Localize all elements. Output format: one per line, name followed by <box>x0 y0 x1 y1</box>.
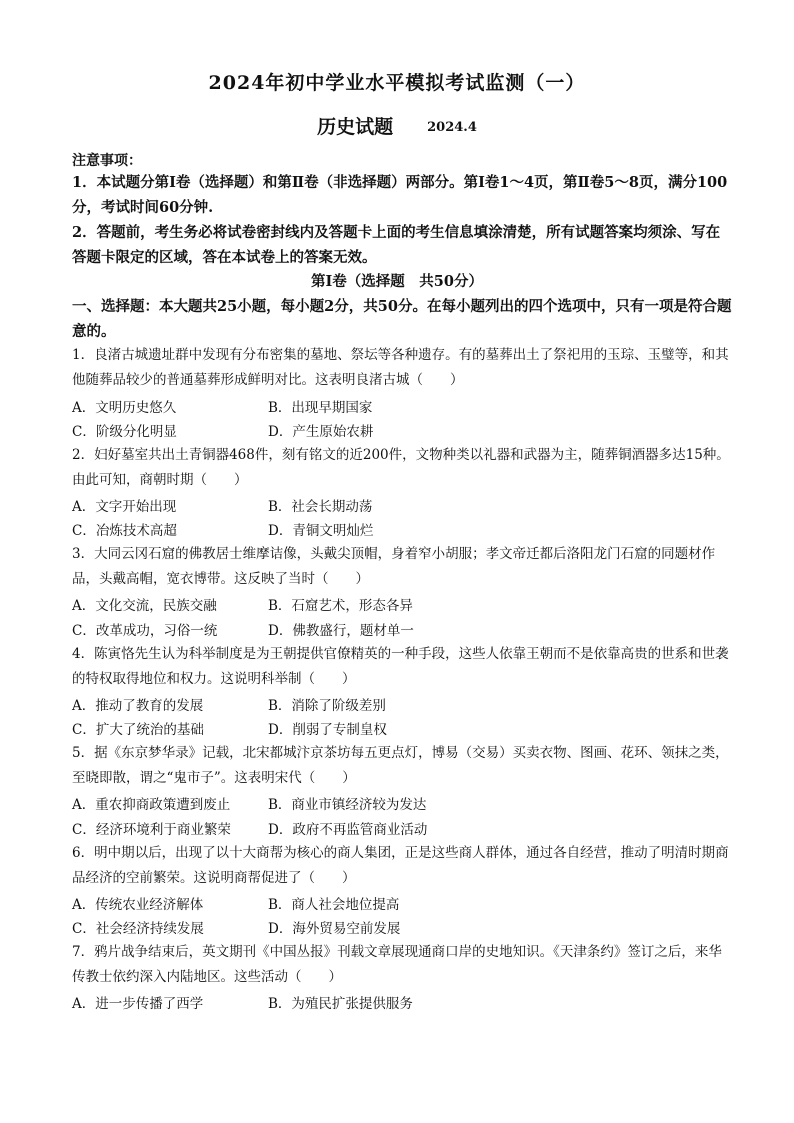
question-stem: 5．据《东京梦华录》记载，北宋都城汴京茶坊每五更点灯，博易（交易）买卖衣物、图画、花环、领抹之类，至晓即散，谓之“鬼市子”。这表明宋代（ ） <box>72 745 729 786</box>
question-stem: 4．陈寅恪先生认为科举制度是为王朝提供官僚精英的一种手段，这些人依靠王朝而不是依靠高贵的世系和世袭的特权取得地位和权力。这说明科举制（ ） <box>72 646 729 687</box>
option-d: D．产生原始农耕 <box>268 424 374 440</box>
option-b: B．为殖民扩张提供服务 <box>268 996 413 1012</box>
section-title: 第Ⅰ卷（选择题 共50分） <box>311 273 483 290</box>
option-d: D．佛教盛行，题材单一 <box>268 623 414 639</box>
exam-subtitle <box>0 112 794 139</box>
option-b: B．出现早期国家 <box>268 400 373 416</box>
option-b: B．石窟艺术，形态各异 <box>268 598 413 614</box>
exam-title: 2024年初中学业水平模拟考试监测（一） <box>208 72 586 94</box>
question-stem: 2．妇好墓室共出土青铜器468件，刻有铭文的近200件，文物种类以礼器和武器为主，随葬铜酒器多达15种。由此可知，商朝时期（ ） <box>72 447 730 488</box>
notes-heading: 注意事项： <box>72 153 142 169</box>
option-c: C．改革成功，习俗一统 <box>72 623 218 639</box>
option-b: B．社会长期动荡 <box>268 499 373 515</box>
exam-date: 2024.4 <box>427 120 477 135</box>
option-a: A．进一步传播了西学 <box>72 996 204 1012</box>
section-instruction: 一、选择题：本大题共25小题，每小题2分，共50分。在每小题列出的四个选项中，只有一项是符合题意的。 <box>72 298 732 340</box>
question-stem: 1．良渚古城遗址群中发现有分布密集的墓地、祭坛等各种遗存。有的墓葬出土了祭祀用的玉琮、玉璧等，和其他随葬品较少的普通墓葬形成鲜明对比。这表明良渚古城（ ） <box>72 347 729 388</box>
option-c: C．扩大了统治的基础 <box>72 722 204 738</box>
option-a: A．重农抑商政策遭到废止 <box>72 797 231 813</box>
option-c: C．冶炼技术高超 <box>72 523 177 539</box>
option-a: A．传统农业经济解体 <box>72 897 204 913</box>
note-item-1: 1．本试题分第Ⅰ卷（选择题）和第Ⅱ卷（非选择题）两部分。第Ⅰ卷1～4页，第Ⅱ卷5～8页，满分100分，考试时间60分钟. <box>72 174 728 216</box>
question-stem: 7．鸦片战争结束后，英文期刊《中国丛报》刊载文章展现通商口岸的史地知识。《天津条约》签订之后，来华传教士依约深入内陆地区。这些活动（ ） <box>72 944 722 985</box>
option-d: D．政府不再监管商业活动 <box>268 822 428 838</box>
note-item-2: 2．答题前，考生务必将试卷密封线内及答题卡上面的考生信息填涂清楚，所有试题答案均须涂、写在答题卡限定的区域，答在本试卷上的答案无效。 <box>72 224 721 266</box>
option-d: D．青铜文明灿烂 <box>268 523 374 539</box>
subject-title: 历史试题 <box>317 116 394 138</box>
option-a: A．文明历史悠久 <box>72 400 177 416</box>
question-stem: 6．明中期以后，出现了以十大商帮为核心的商人集团，正是这些商人群体，通过各自经营，推动了明清时期商品经济的空前繁荣。这说明商帮促进了（ ） <box>72 845 729 886</box>
question-stem: 3．大同云冈石窟的佛教居士维摩诘像，头戴尖顶帽，身着窄小胡服；孝文帝迁都后洛阳龙门石窟的同题材作品，头戴高帽，宽衣博带。这反映了当时（ ） <box>72 546 716 587</box>
option-b: B．消除了阶级差别 <box>268 698 386 714</box>
option-b: B．商人社会地位提高 <box>268 897 400 913</box>
option-d: D．海外贸易空前发展 <box>268 921 401 937</box>
option-a: A．文字开始出现 <box>72 499 177 515</box>
option-d: D．削弱了专制皇权 <box>268 722 387 738</box>
option-b: B．商业市镇经济较为发达 <box>268 797 427 813</box>
option-a: A．文化交流，民族交融 <box>72 598 217 614</box>
option-c: C．阶级分化明显 <box>72 424 177 440</box>
option-c: C．经济环境利于商业繁荣 <box>72 822 231 838</box>
option-a: A．推动了教育的发展 <box>72 698 204 714</box>
option-c: C．社会经济持续发展 <box>72 921 204 937</box>
